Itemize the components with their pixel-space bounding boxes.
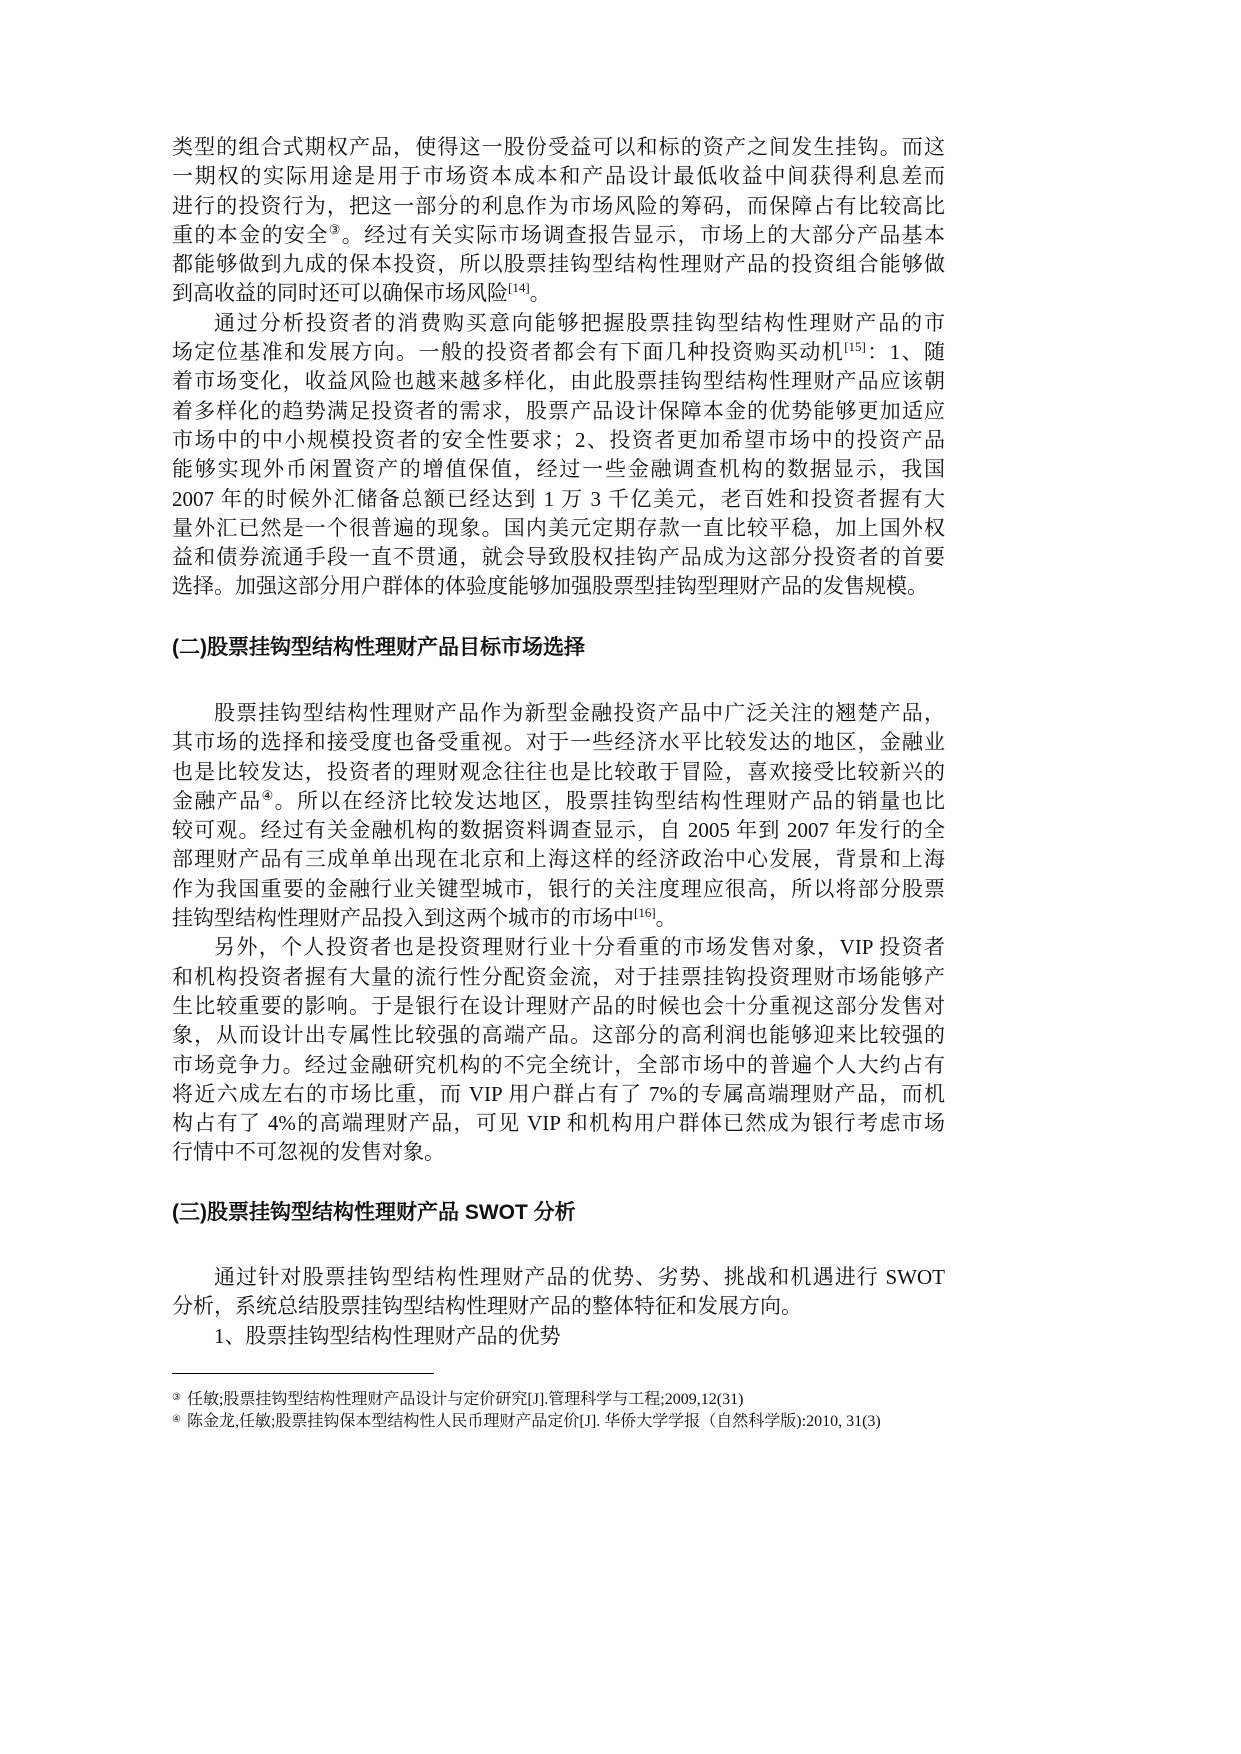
text-line: 市场中的中小规模投资者的安全性要求；2、投资者更加希望市场中的投资产品: [172, 427, 945, 452]
paragraph: [172, 933, 945, 1167]
text-run: 。: [655, 906, 677, 931]
footnote-text: 陈金龙,任敏;股票挂钩保本型结构性人民币理财产品定价[J]. 华侨大学学报（自然科学版):2010, 31(3): [186, 1413, 881, 1430]
text-line: 一期权的实际用途是用于市场资本成本和产品设计最低收益中间获得利息差而: [172, 164, 945, 189]
paragraph: [172, 699, 945, 933]
paragraph: [172, 309, 945, 602]
footnote-marker: ③: [172, 1392, 181, 1403]
footnote-marker: ④: [172, 1414, 181, 1425]
section-body: [172, 699, 945, 1168]
footnote-text: 任敏;股票挂钩型结构性理财产品设计与定价研究[J].管理科学与工程;2009,12(31): [186, 1391, 744, 1408]
text-run: 场定位基准和发展方向。一般的投资者都会有下面几种投资购买动机: [172, 340, 845, 365]
footnote: [172, 1411, 945, 1433]
text-line: 分析，系统总结股票挂钩型结构性理财产品的整体特征和发展方向。: [172, 1294, 802, 1319]
text-line: 其市场的选择和接受度也备受重视。对于一些经济水平比较发达的地区，金融业: [172, 730, 945, 755]
text-run: 到高收益的同时还可以确保市场风险: [172, 281, 508, 306]
text-run: 重的本金的安全: [172, 222, 329, 247]
text-line: 通过针对股票挂钩型结构性理财产品的优势、劣势、挑战和机遇进行 SWOT: [214, 1265, 945, 1289]
text-line: 都能够做到九成的保本投资，所以股票挂钩型结构性理财产品的投资组合能够做: [172, 252, 945, 277]
text-line: [172, 338, 945, 367]
paragraph: [172, 1263, 945, 1322]
citation-ref: [15]: [844, 339, 866, 355]
subsection-heading: 1、股票挂钩型结构性理财产品的优势: [214, 1323, 561, 1348]
text-line: 象，从而设计出专属性比较强的高端产品。这部分的高利润也能够迎来比较强的: [172, 1023, 945, 1048]
text-line: 构占有了 4%的高端理财产品，可见 VIP 和机构用户群体已然成为银行考虑市场: [172, 1111, 945, 1136]
paragraph: [172, 133, 945, 309]
section-body: [172, 1263, 945, 1351]
text-line: 另外，个人投资者也是投资理财行业十分看重的市场发售对象，VIP 投资者: [214, 935, 945, 960]
text-line: 和机构投资者握有大量的流行性分配资金流，对于挂票挂钩投资理财市场能够产: [172, 964, 945, 989]
section-heading: (二)股票挂钩型结构性理财产品目标市场选择: [172, 636, 585, 659]
section-heading: (三)股票挂钩型结构性理财产品 SWOT 分析: [172, 1201, 576, 1224]
text-line: 将近六成左右的市场比重，而 VIP 用户群占有了 7%的专属高端理财产品，而机: [172, 1081, 945, 1106]
citation-ref: [16]: [634, 905, 656, 921]
text-line: 类型的组合式期权产品，使得这一股份受益可以和标的资产之间发生挂钩。而这: [172, 135, 945, 159]
footnotes: [172, 1389, 945, 1433]
text-line: 较可观。经过有关金融机构的数据资料调查显示，自 2005 年到 2007 年发行的全: [172, 818, 945, 843]
text-line: 能够实现外币闲置资产的增值保值，经过一些金融调查机构的数据显示，我国: [172, 457, 945, 482]
text-line: [172, 279, 945, 308]
text-run: 挂钩型结构性理财产品投入到这两个城市的市场中: [172, 906, 634, 931]
text-run: 。经过有关实际市场调查报告显示，市场上的大部分产品基本: [341, 222, 945, 247]
text-run: 金融产品: [172, 788, 262, 813]
footnote: [172, 1389, 945, 1411]
text-line: [172, 221, 945, 250]
text-line: 2007 年的时候外汇储备总额已经达到 1 万 3 千亿美元，老百姓和投资者握有大: [172, 486, 945, 511]
text-line: 市场竞争力。经过金融研究机构的不完全统计，全部市场中的普遍个人大约占有: [172, 1052, 945, 1077]
text-line: 行情中不可忽视的发售对象。: [172, 1140, 445, 1165]
text-run: 。所以在经济比较发达地区，股票挂钩型结构性理财产品的销量也比: [274, 788, 946, 813]
paragraph: [172, 1322, 945, 1351]
text-line: [172, 904, 945, 933]
text-line: 选择。加强这部分用户群体的体验度能够加强股票型挂钩型理财产品的发售规模。: [172, 574, 928, 599]
text-line: 作为我国重要的金融行业关键型城市，银行的关注度理应很高，所以将部分股票: [172, 876, 945, 901]
intro-text: [172, 133, 945, 602]
footnote-ref: ④: [261, 787, 275, 803]
text-line: 通过分析投资者的消费购买意向能够把握股票挂钩型结构性理财产品的市: [214, 310, 945, 335]
text-line: 量外汇已然是一个很普遍的现象。国内美元定期存款一直比较平稳，加上国外权: [172, 515, 945, 540]
text-line: 益和债券流通手段一直不贯通，就会导致股权挂钩产品成为这部分投资者的首要: [172, 545, 945, 570]
text-run: ：1、随: [865, 340, 946, 365]
text-line: 也是比较发达，投资者的理财观念往往也是比较敢于冒险，喜欢接受比较新兴的: [172, 759, 945, 784]
footnote-separator: [172, 1373, 434, 1374]
text-line: 进行的投资行为，把这一部分的利息作为市场风险的筹码，而保障占有比较高比: [172, 193, 945, 218]
text-line: 着多样化的趋势满足投资者的需求，股票产品设计保障本金的优势能够更加适应: [172, 398, 945, 423]
text-line: 着市场变化，收益风险也越来越多样化，由此股票挂钩型结构性理财产品应该朝: [172, 369, 945, 394]
text-line: 部理财产品有三成单单出现在北京和上海这样的经济政治中心发展，背景和上海: [172, 847, 945, 872]
text-line: 生比较重要的影响。于是银行在设计理财产品的时候也会十分重视这部分发售对: [172, 993, 945, 1018]
text-line: 股票挂钩型结构性理财产品作为新型金融投资产品中广泛关注的翘楚产品，: [214, 701, 945, 725]
text-line: [172, 787, 945, 816]
footnote-ref: ③: [328, 221, 342, 237]
citation-ref: [14]: [508, 280, 530, 296]
text-run: 。: [529, 281, 551, 306]
